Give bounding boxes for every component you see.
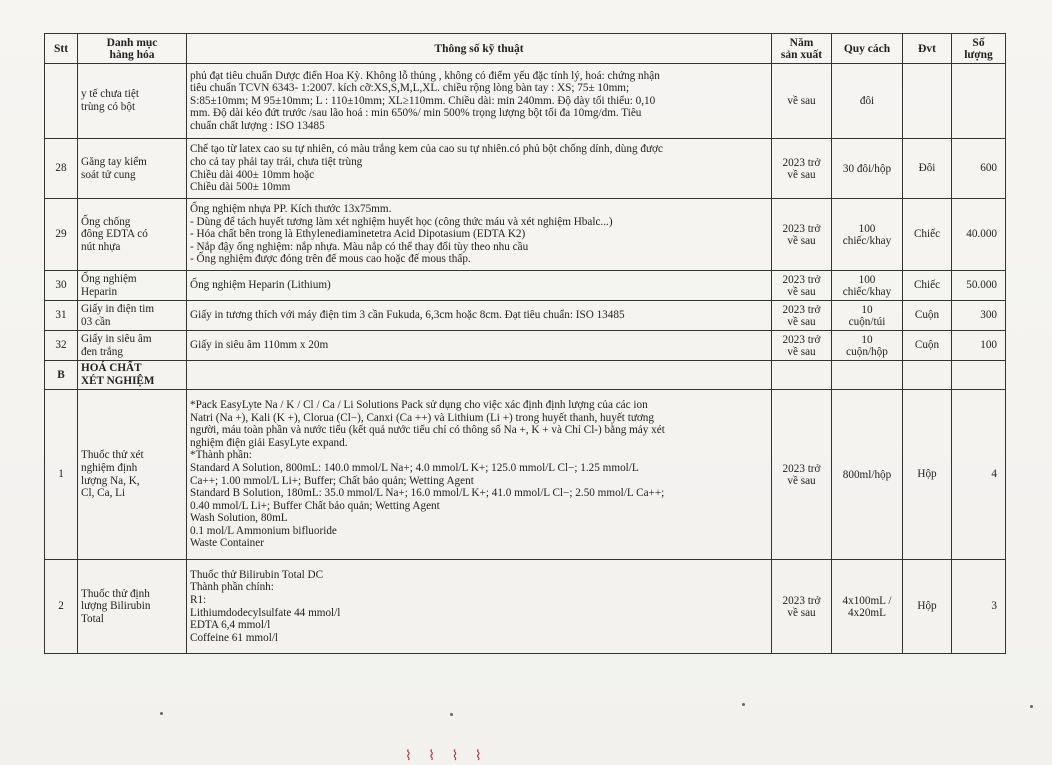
row-spec: Ống nghiệm Heparin (Lithium) (187, 271, 772, 301)
row-year-line: về sau (787, 345, 816, 358)
row-spec-line: Standard A Solution, 800mL: 140.0 mmol/L Na+; 4.0 mmol/L K+; 125.0 mmol/L Cl−; 1.25 mmol/L (190, 461, 639, 474)
row-name-line: lượng Na, K, (81, 474, 140, 487)
row-year (772, 560, 832, 654)
row-spec-line: mm. Độ dài kéo đứt trước /sau lão hoá : min 650%/ min 500% trọng lượng bột tối đa 10mg/dm. Tiêu (190, 107, 642, 120)
row-spec-line: Standard B Solution, 180mL: 35.0 mmol/L Na+; 16.0 mmol/L K+; 41.0 mmol/L Cl−; 2.50 mmol/L Ca++; (190, 487, 665, 500)
row-year (772, 139, 832, 199)
row-unit: Chiếc (903, 199, 952, 271)
header-name-line: Danh mục (106, 36, 158, 49)
header-year-line: sản xuất (780, 48, 823, 61)
row-spec-line: Ca++; 1.00 mmol/L Li+; Buffer; Chất bảo quản; Wetting Agent (190, 474, 474, 487)
row-name-line: 03 cần (81, 315, 111, 328)
row-name (78, 271, 187, 301)
row-pack-line: 100 (858, 222, 876, 235)
table-row (45, 390, 1006, 560)
row-name-line: soát tử cung (81, 168, 136, 181)
row-qty: 4 (952, 390, 1006, 560)
row-name-line: đông EDTA có (81, 228, 148, 241)
row-qty: 300 (952, 301, 1006, 331)
row-name-line: Ống chống (81, 215, 131, 228)
row-pack (832, 271, 903, 301)
row-pack (832, 331, 903, 361)
header-qty-line: lượng (964, 48, 993, 61)
row-spec-line: Chế tạo từ latex cao su tự nhiên, có màu trắng kem của cao su tự nhiên.có phủ bột chống dính, dùng được (190, 143, 663, 156)
row-name-line: Giấy in điện tim (81, 302, 155, 315)
row-pack-line: 100 (858, 273, 876, 286)
row-year-line: 2023 trở (782, 303, 821, 316)
row-spec-line: Lithiumdodecylsulfate 44 mmol/l (190, 606, 341, 619)
row-year (772, 301, 832, 331)
row-spec-line: người, máu toàn phần và nước tiểu (kết quả nước tiểu chỉ có thông số Na +, K + và Chỉ Cl-) bằng máy xét (190, 424, 665, 437)
row-pack (832, 199, 903, 271)
row-spec-line: 0.1 mol/L Ammonium bifluoride (190, 524, 337, 537)
section-stt: B (45, 361, 78, 390)
row-stt: 28 (45, 139, 78, 199)
row-pack-line: 4x100mL / (842, 594, 892, 607)
row-pack-line: 4x20mL (848, 606, 886, 619)
row-pack-line: chiếc/khay (842, 285, 892, 298)
row-spec-line: Chiều dài 400± 10mm hoặc (190, 168, 315, 181)
header-qty (952, 34, 1006, 64)
row-qty (952, 64, 1006, 139)
table-row (45, 560, 1006, 654)
row-year-line: về sau (787, 285, 816, 298)
row-year (772, 199, 832, 271)
red-stamp-fragment-icon: ⌇ ⌇ ⌇ ⌇ (405, 748, 488, 764)
row-spec-line: chuẩn chất lượng : ISO 13485 (190, 119, 325, 132)
row-pack (832, 560, 903, 654)
row-pack (832, 301, 903, 331)
row-spec-line: cho cả tay phải tay trái, chưa tiệt trùng (190, 155, 363, 168)
row-year-line: 2023 trở (782, 273, 821, 286)
row-year-line: về sau (787, 168, 816, 181)
row-name (78, 331, 187, 361)
header-name-line: hàng hóa (109, 48, 155, 61)
row-unit: Hộp (903, 560, 952, 654)
row-spec-line: Ống nghiệm nhựa PP. Kích thước 13x75mm. (190, 203, 392, 216)
row-qty: 600 (952, 139, 1006, 199)
row-name (78, 301, 187, 331)
row-name-line: trùng có bột (81, 101, 136, 113)
row-spec-line: - Nắp đậy ống nghiệm: nắp nhựa. Màu nắp có thể thay đổi tùy theo nhu cầu (190, 240, 529, 253)
scan-speck (742, 703, 745, 706)
table-header-row (45, 34, 1006, 64)
row-year-line: về sau (787, 315, 816, 328)
row-stt: 31 (45, 301, 78, 331)
row-qty: 3 (952, 560, 1006, 654)
row-year (772, 271, 832, 301)
row-year (772, 390, 832, 560)
row-spec (187, 139, 772, 199)
section-name (78, 361, 187, 390)
row-spec-line: Natri (Na +), Kali (K +), Clorua (Cl−), Canxi (Ca ++) và Lithium (Li +) trong huyết thanh, huyết tương (190, 411, 654, 424)
row-name-line: Thuốc thử xét (81, 449, 144, 462)
row-name-line: Thuốc thử định (81, 587, 150, 600)
row-name-line: nút nhựa (81, 240, 121, 253)
row-pack-line: chiếc/khay (842, 234, 892, 247)
row-spec-line: Chiều dài 500± 10mm (190, 181, 291, 194)
row-spec-line: Wash Solution, 80mL (190, 512, 288, 525)
row-name (78, 560, 187, 654)
section-empty-cell (187, 361, 772, 390)
row-unit: Đôi (903, 139, 952, 199)
header-year (772, 34, 832, 64)
row-qty: 50.000 (952, 271, 1006, 301)
row-year-line: về sau (787, 474, 816, 487)
row-spec-line: Thành phần chính: (190, 581, 274, 594)
row-spec-line: *Thành phần: (190, 449, 252, 462)
table-row (45, 139, 1006, 199)
section-name-line: XÉT NGHIỆM (81, 375, 155, 387)
row-name-line: Total (81, 612, 104, 625)
row-year (772, 331, 832, 361)
row-spec-line: - Hóa chất bên trong là Ethylenediaminetetra Acid Dipotasium (EDTA K2) (190, 228, 526, 241)
row-spec-line: - Ống nghiệm được đóng trên đế mous cao hoặc đế mous thấp. (190, 253, 471, 266)
specification-table (44, 33, 1006, 654)
row-unit: Cuộn (903, 301, 952, 331)
row-stt (45, 64, 78, 139)
table-row (45, 301, 1006, 331)
row-spec-line: - Dùng để tách huyết tương làm xét nghiệm huyết học (công thức máu và xét nghiệm Hbalc...) (190, 215, 613, 228)
row-name-line: Găng tay kiểm (81, 155, 147, 168)
row-name-line: đen trắng (81, 345, 123, 358)
row-pack-line: cuộn/hộp (846, 345, 888, 358)
row-spec-line: nghiệm điện giải EasyLyte expand. (190, 436, 348, 449)
table-row (45, 199, 1006, 271)
scan-speck (1030, 705, 1033, 708)
section-empty-cell (772, 361, 832, 390)
header-spec: Thông số kỹ thuật (187, 34, 772, 64)
row-year-line: về sau (787, 234, 816, 247)
table-row (45, 271, 1006, 301)
row-qty: 100 (952, 331, 1006, 361)
row-year-line: 2023 trở (782, 333, 821, 346)
row-unit: Chiếc (903, 271, 952, 301)
row-stt: 30 (45, 271, 78, 301)
scan-speck (160, 712, 163, 715)
row-pack-line: cuộn/túi (848, 315, 886, 328)
row-name-line: Ống nghiệm (81, 272, 137, 285)
row-pack: đôi (832, 64, 903, 139)
row-spec-line: Waste Container (190, 537, 264, 550)
row-stt: 2 (45, 560, 78, 654)
section-empty-cell (952, 361, 1006, 390)
row-spec-line: *Pack EasyLyte Na / K / Cl / Ca / Li Solutions Pack sử dụng cho việc xác định định lượng của các ion (190, 398, 648, 411)
section-empty-cell (832, 361, 903, 390)
row-name-line: nghiệm định (81, 461, 138, 474)
table-row (45, 64, 1006, 139)
row-name-line: y tế chưa tiệt (81, 88, 139, 101)
row-spec (187, 199, 772, 271)
row-name (78, 64, 187, 139)
row-year: về sau (772, 64, 832, 139)
row-name-line: Giấy in siêu âm (81, 332, 152, 345)
row-spec-line: phủ đạt tiêu chuẩn Dược điển Hoa Kỳ. Không lỗ thủng , không có điểm yếu đặc tính lý, hoá: chứng nhận (190, 69, 660, 82)
row-year-line: 2023 trở (782, 222, 821, 235)
row-pack-line: 10 (861, 303, 873, 316)
row-spec (187, 560, 772, 654)
row-unit: Hộp (903, 390, 952, 560)
row-spec-line: EDTA 6,4 mmol/l (190, 619, 271, 632)
row-year-line: 2023 trở (782, 594, 821, 607)
row-unit (903, 64, 952, 139)
row-stt: 32 (45, 331, 78, 361)
row-name-line: lượng Bilirubin (81, 600, 151, 613)
header-qty-line: Số (972, 36, 985, 49)
row-year-line: 2023 trở (782, 462, 821, 475)
scan-speck (450, 713, 453, 716)
row-qty: 40.000 (952, 199, 1006, 271)
row-spec: Giấy in siêu âm 110mm x 20m (187, 331, 772, 361)
row-spec-line: S:85±10mm; M 95±10mm; L : 110±10mm; XL≥110mm. Chiều dài: min 240mm. Độ dày tối thiểu: 0,10 (190, 94, 656, 107)
section-empty-cell (903, 361, 952, 390)
row-unit: Cuộn (903, 331, 952, 361)
header-year-line: Năm (789, 36, 814, 49)
row-name-line: Cl, Ca, Li (81, 487, 126, 500)
row-spec-line: tiêu chuẩn TCVN 6343- 1:2007. kích cỡ:XS,S,M,L,XL. chiều rộng lòng bàn tay : XS; 75± 10mm; (190, 82, 630, 95)
row-pack-line: 10 (861, 333, 873, 346)
row-spec-line: 0.40 mmol/L Li+; Buffer Chất bảo quản; Wetting Agent (190, 499, 440, 512)
header-stt: Stt (45, 34, 78, 64)
header-unit: Đvt (903, 34, 952, 64)
section-name-line: HOÁ CHẤT (81, 362, 142, 374)
row-pack: 30 đôi/hộp (832, 139, 903, 199)
row-spec-line: Thuốc thử Bilirubin Total DC (190, 568, 324, 581)
row-name-line: Heparin (81, 285, 118, 298)
row-spec-line: Coffeine 61 mmol/l (190, 631, 279, 644)
row-stt: 1 (45, 390, 78, 560)
row-stt: 29 (45, 199, 78, 271)
row-pack: 800ml/hộp (832, 390, 903, 560)
row-name (78, 390, 187, 560)
row-name (78, 199, 187, 271)
row-year-line: 2023 trở (782, 156, 821, 169)
row-name (78, 139, 187, 199)
row-year-line: về sau (787, 606, 816, 619)
row-spec (187, 390, 772, 560)
row-spec: Giấy in tương thích với máy điện tim 3 cần Fukuda, 6,3cm hoặc 8cm. Đạt tiêu chuẩn: ISO 13485 (187, 301, 772, 331)
header-name (78, 34, 187, 64)
table-row (45, 331, 1006, 361)
row-spec (187, 64, 772, 139)
header-pack: Quy cách (832, 34, 903, 64)
row-spec-line: R1: (190, 593, 207, 606)
section-row (45, 361, 1006, 390)
